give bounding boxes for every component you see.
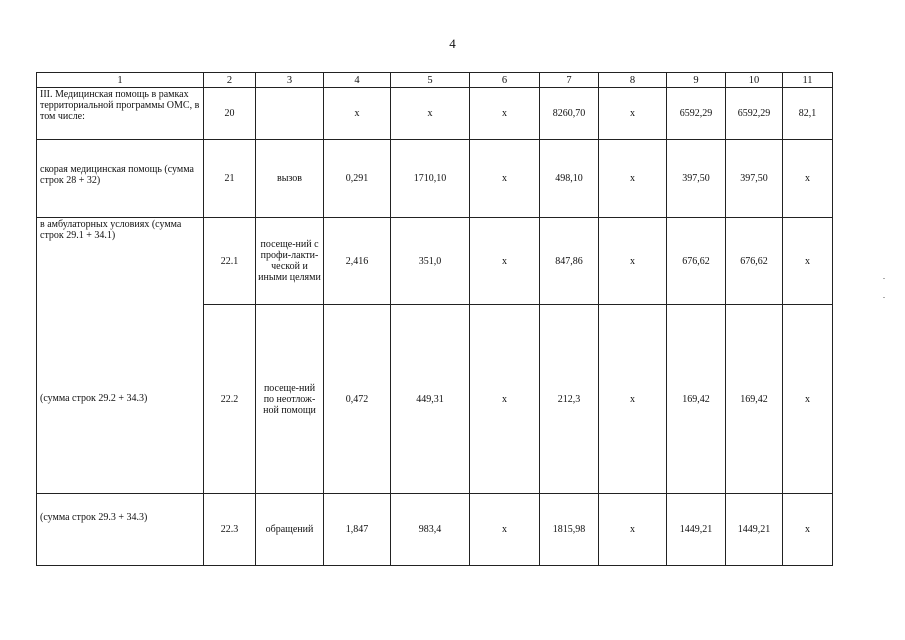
table-cell: х xyxy=(599,494,667,566)
row-number: 22.2 xyxy=(204,305,256,494)
table-cell: х xyxy=(783,305,833,494)
row-label: (сумма строк 29.3 + 34.3) xyxy=(37,494,204,566)
table-cell: 498,10 xyxy=(540,140,599,218)
table-cell: 1449,21 xyxy=(726,494,783,566)
page-number: 4 xyxy=(449,36,456,51)
row-number: 20 xyxy=(204,88,256,140)
table-cell: 847,86 xyxy=(540,218,599,305)
unit-cell: обращений xyxy=(256,494,324,566)
table-row xyxy=(37,140,833,218)
table-row xyxy=(37,494,833,566)
unit-cell: посеще-ний с профи-лакти-ческой и иными целями xyxy=(256,218,324,305)
row-label: (сумма строк 29.2 + 34.3) xyxy=(37,305,204,494)
table-cell: 351,0 xyxy=(391,218,470,305)
table-cell: 983,4 xyxy=(391,494,470,566)
table-cell: х xyxy=(599,218,667,305)
table-cell: х xyxy=(783,140,833,218)
table-cell: х xyxy=(324,88,391,140)
unit-cell: посеще-ний по неотлож-ной помощи xyxy=(256,305,324,494)
data-table xyxy=(36,72,833,566)
table-cell: 2,416 xyxy=(324,218,391,305)
unit-cell: вызов xyxy=(256,140,324,218)
row-label: III. Медицинская помощь в рамках территориальной программы ОМС, в том числе: xyxy=(37,88,204,140)
row-label: в амбулаторных условиях (сумма строк 29.1 + 34.1) xyxy=(37,218,204,305)
table-cell: 169,42 xyxy=(726,305,783,494)
scan-speck xyxy=(883,297,885,298)
table-cell: 82,1 xyxy=(783,88,833,140)
column-header: 5 xyxy=(391,73,470,88)
table-cell: 397,50 xyxy=(667,140,726,218)
scan-speck xyxy=(883,278,885,279)
table-cell: 449,31 xyxy=(391,305,470,494)
table-cell: х xyxy=(470,218,540,305)
column-header: 1 xyxy=(37,73,204,88)
table-cell: х xyxy=(599,140,667,218)
column-header: 10 xyxy=(726,73,783,88)
table-cell: 397,50 xyxy=(726,140,783,218)
table-cell: х xyxy=(470,494,540,566)
table-cell: х xyxy=(599,88,667,140)
table-row xyxy=(37,88,833,140)
column-header: 3 xyxy=(256,73,324,88)
table-cell: 212,3 xyxy=(540,305,599,494)
table-cell: х xyxy=(783,218,833,305)
row-number: 21 xyxy=(204,140,256,218)
table-cell: 1710,10 xyxy=(391,140,470,218)
row-number: 22.1 xyxy=(204,218,256,305)
column-header: 2 xyxy=(204,73,256,88)
column-header: 7 xyxy=(540,73,599,88)
table-row xyxy=(37,305,833,494)
table-row xyxy=(37,218,833,305)
column-header: 8 xyxy=(599,73,667,88)
row-number: 22.3 xyxy=(204,494,256,566)
column-header: 6 xyxy=(470,73,540,88)
table-cell: 0,291 xyxy=(324,140,391,218)
table-cell: 676,62 xyxy=(667,218,726,305)
table-cell: х xyxy=(783,494,833,566)
table-cell: 0,472 xyxy=(324,305,391,494)
table-cell: 6592,29 xyxy=(726,88,783,140)
column-header: 11 xyxy=(783,73,833,88)
table-cell: 676,62 xyxy=(726,218,783,305)
table-cell: х xyxy=(470,305,540,494)
table-cell: 169,42 xyxy=(667,305,726,494)
row-label: скорая медицинская помощь (сумма строк 28 + 32) xyxy=(37,140,204,218)
table-cell: х xyxy=(599,305,667,494)
column-number-row xyxy=(37,73,833,88)
table-cell: 1449,21 xyxy=(667,494,726,566)
table-cell: х xyxy=(470,140,540,218)
table-cell: 1,847 xyxy=(324,494,391,566)
table-cell: х xyxy=(391,88,470,140)
table-cell: 1815,98 xyxy=(540,494,599,566)
unit-cell xyxy=(256,88,324,140)
table-cell: 8260,70 xyxy=(540,88,599,140)
table-cell: 6592,29 xyxy=(667,88,726,140)
table-cell: х xyxy=(470,88,540,140)
column-header: 4 xyxy=(324,73,391,88)
column-header: 9 xyxy=(667,73,726,88)
